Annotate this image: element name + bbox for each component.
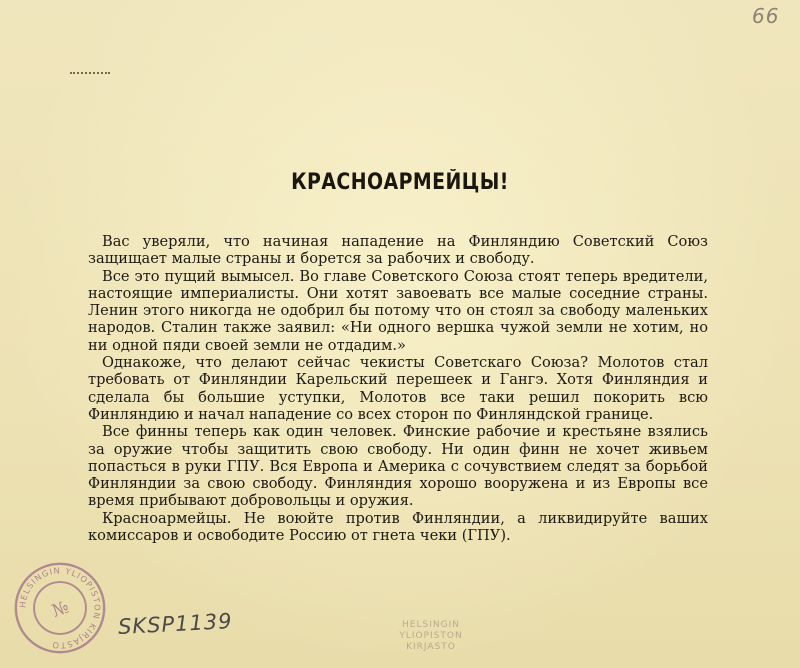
page-number: 66: [752, 4, 780, 28]
stamp-outer-text: HELSINGIN YLIOPISTON KIRJASTO: [17, 565, 103, 651]
paragraph: Вас уверяли, что начиная нападение на Финляндию Советский Союз защищает малые страны и борется за рабочих и свободу.: [88, 233, 708, 268]
leaflet-heading: КРАСНОАРМЕЙЦЫ!: [291, 170, 509, 195]
paragraph: Красноармейцы. Не воюйте против Финляндии, а ликвидируйте ваших комиссаров и освободите Россию от гнета чеки (ГПУ).: [88, 509, 708, 545]
faint-stamp-line: YLIOPISTON: [399, 631, 463, 641]
paragraph: Все финны теперь как один человек. Финские рабочие и крестьяне взялись за оружие чтобы защитить свою свободу. Ни один финн не хочет живьем попасться в руки ГПУ. Вся Европа и Америка с сочувствием следят за борьбой Финляндии за свою свободу. Финляндия хорошо вооружена и из Европы все время прибывают добровольцы и оружия.: [88, 423, 708, 510]
leaflet-body: [88, 233, 708, 544]
paragraph: Однакоже, что делают сейчас чекисты Советскаго Союза? Молотов стал требовать от Финляндии Карельский перешеек и Гангэ. Хотя Финляндия и сделала бы большие уступки, Молотов все таки решил покорить всю Финляндию и начал нападение со всех сторон по Финляндской границе.: [88, 354, 708, 423]
margin-mark: [70, 72, 110, 76]
stamp-center-text: №: [49, 597, 72, 622]
faint-stamp-line: KIRJASTO: [406, 642, 456, 652]
faint-stamp-line: HELSINGIN: [402, 620, 460, 630]
shelf-mark: SKSP1139: [117, 609, 234, 639]
library-stamp: [12, 560, 108, 656]
paragraph: Все это пущий вымысел. Во главе Советского Союза стоят теперь вредители, настоящие империалисты. Они хотят завоевать все малые соседние страны. Ленин этого никогда не одобрил бы потому что он стоял за свободу маленьких народов. Сталин также заявил: «Ни одного вершка чужой земли не хотим, но ни одной пяди своей земли не отдадим.»: [88, 267, 708, 354]
faint-library-stamp: [356, 620, 506, 653]
